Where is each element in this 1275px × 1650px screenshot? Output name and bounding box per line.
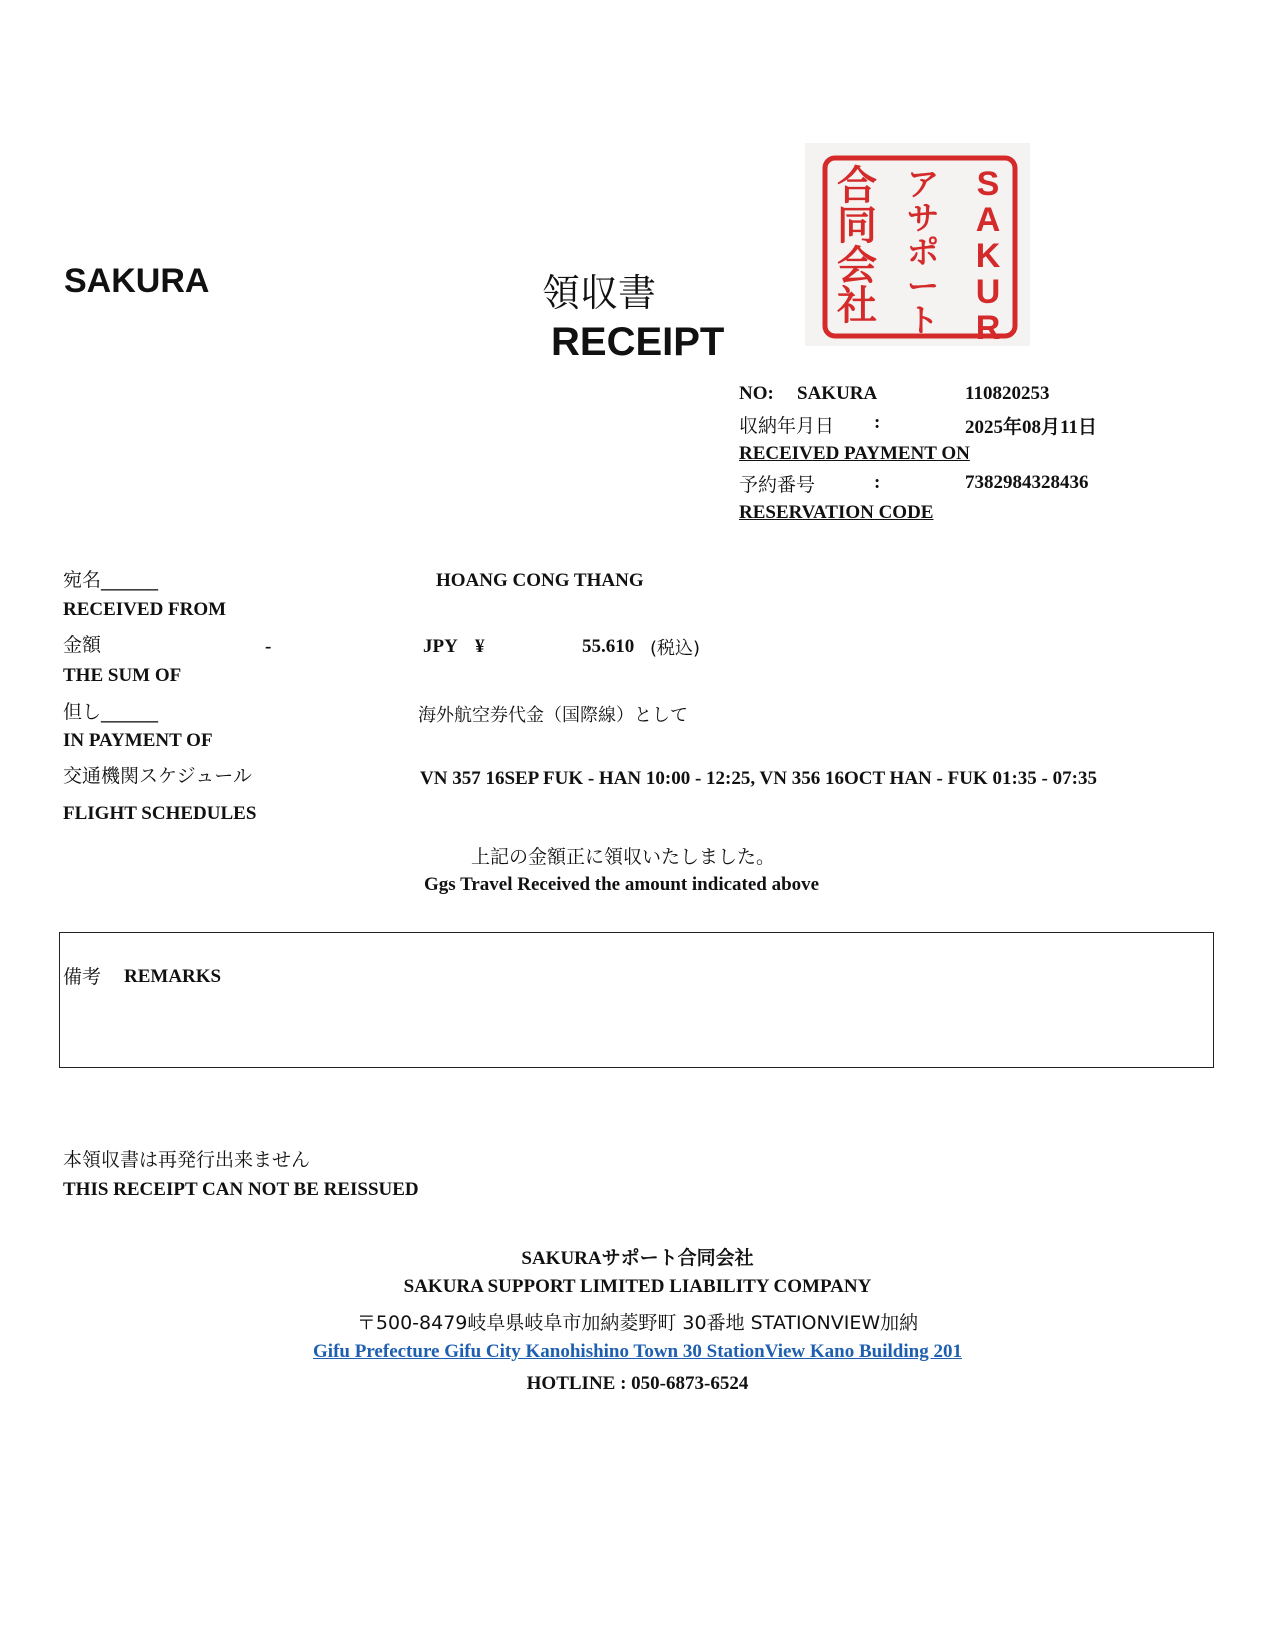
company-name-jp: SAKURAサポート合同会社 — [521, 1248, 754, 1269]
company-seal-stamp — [805, 143, 1030, 346]
seal-glyph: 合 — [837, 163, 877, 209]
company-name-en: SAKURA SUPPORT LIMITED LIABILITY COMPANY — [403, 1276, 872, 1297]
seal-glyph: R — [975, 309, 1001, 346]
amount-currency: JPY — [423, 636, 458, 657]
reissue-notice-jp: 本領収書は再発行出来ません — [63, 1149, 311, 1171]
seal-glyph: 同 — [837, 203, 877, 249]
reservation-label-en: RESERVATION CODE — [739, 502, 934, 523]
brand-name: SAKURA — [64, 262, 210, 300]
amount-dash: - — [265, 636, 272, 657]
seal-glyph: ト — [906, 301, 940, 339]
seal-glyph: U — [975, 273, 1001, 311]
remarks-box — [59, 932, 1214, 1068]
amount-tax-note: (税込) — [650, 638, 701, 659]
seal-glyph: 会 — [837, 243, 877, 289]
acknowledgement-en: Ggs Travel Received the amount indicated above — [424, 874, 820, 895]
remarks-label-en: REMARKS — [124, 966, 222, 987]
remarks-label-jp: 備考 — [63, 966, 102, 988]
seal-glyph: 社 — [837, 283, 877, 329]
seal-image — [825, 158, 1015, 346]
reservation-label-jp: 予約番号 — [739, 474, 816, 496]
receipt-no-prefix: SAKURA — [797, 383, 878, 404]
seal-glyph: A — [975, 201, 1001, 239]
purpose-label-en: IN PAYMENT OF — [63, 730, 213, 751]
seal-glyph: K — [975, 237, 1001, 275]
payment-date-value: 2025年08月11日 — [965, 417, 1097, 438]
reservation-code-value: 7382984328436 — [965, 472, 1089, 493]
reservation-colon: : — [874, 472, 881, 493]
yen-sign: ¥ — [475, 636, 485, 657]
title-english: RECEIPT — [551, 320, 725, 364]
payment-date-label-jp: 収納年月日 — [739, 415, 835, 437]
purpose-value: 海外航空券代金（国際線）として — [418, 705, 688, 726]
seal-glyph: ー — [906, 267, 940, 305]
company-hotline: HOTLINE : 050-6873-6524 — [526, 1373, 749, 1394]
seal-glyph: S — [976, 165, 1000, 203]
receipt-no-label: NO: — [739, 383, 774, 404]
purpose-label-jp: 但し______ — [63, 701, 159, 723]
company-address-jp: 〒500-8479岐阜県岐阜市加納菱野町 30番地 STATIONVIEW加納 — [356, 1312, 919, 1334]
company-address-link[interactable]: Gifu Prefecture Gifu City Kanohishino Town 30 StationView Kano Building 201 — [313, 1341, 962, 1362]
recipient-label-en: RECEIVED FROM — [63, 599, 227, 620]
amount-label-en: THE SUM OF — [63, 665, 182, 686]
seal-glyph: サ — [906, 199, 940, 237]
recipient-name: HOANG CONG THANG — [436, 570, 644, 591]
payment-date-label-en: RECEIVED PAYMENT ON — [739, 443, 970, 464]
flight-schedule-value: VN 357 16SEP FUK - HAN 10:00 - 12:25, VN 356 16OCT HAN - FUK 01:35 - 07:35 — [420, 768, 1097, 789]
receipt-no-value: 110820253 — [965, 383, 1050, 404]
schedule-label-jp: 交通機関スケジュール — [63, 765, 252, 787]
seal-glyph: ア — [906, 165, 940, 203]
amount-value: 55.610 — [582, 636, 635, 657]
acknowledgement-jp: 上記の金額正に領収いたしました。 — [471, 846, 776, 868]
seal-glyph: ポ — [906, 233, 940, 271]
schedule-label-en: FLIGHT SCHEDULES — [63, 803, 257, 824]
amount-label-jp: 金額 — [63, 634, 102, 656]
payment-date-colon: : — [874, 412, 881, 433]
reissue-notice-en: THIS RECEIPT CAN NOT BE REISSUED — [63, 1179, 419, 1200]
title-japanese: 領収書 — [542, 271, 657, 315]
recipient-label-jp: 宛名______ — [63, 569, 159, 591]
